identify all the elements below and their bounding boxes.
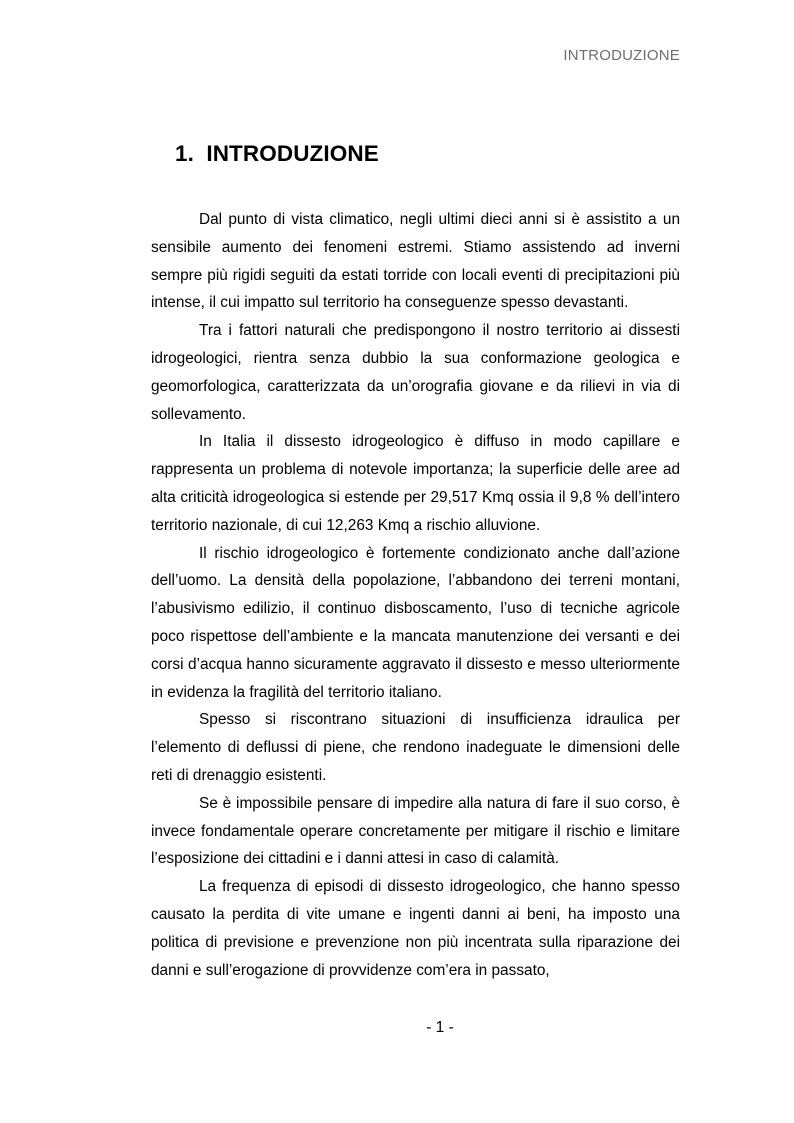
paragraph: Se è impossibile pensare di impedire alla natura di fare il suo corso, è invece fondamentale operare concretamente per mitigare il rischio e limitare l’esposizione dei cittadini e i danni attesi in caso di calamità. <box>151 794 680 868</box>
paragraph: Dal punto di vista climatico, negli ultimi dieci anni si è assistito a un sensibile aumento dei fenomeni estremi. Stiamo assistendo ad inverni sempre più rigidi seguiti da estati torride con locali eventi di precipitazioni più intense, il cui impatto sul territorio ha conseguenze spesso devastanti. <box>151 211 680 312</box>
page-number: - 1 - <box>426 1019 454 1036</box>
paragraph: Tra i fattori naturali che predispongono il nostro territorio ai dissesti idrogeologici, rientra senza dubbio la sua conformazione geologica e geomorfologica, caratterizzata da un’orografia giovane e da rilievi in via di sollevamento. <box>151 322 680 423</box>
paragraph: Spesso si riscontrano situazioni di insufficienza idraulica per l’elemento di deflussi di piene, che rendono inadeguate le dimensioni delle reti di drenaggio esistenti. <box>151 711 680 784</box>
chapter-number: 1. <box>175 141 194 166</box>
paragraph: In Italia il dissesto idrogeologico è diffuso in modo capillare e rappresenta un problema di notevole importanza; la superficie delle aree ad alta criticità idrogeologica si estende per 29,517 Kmq ossia il 9,8 % dell’intero territorio nazionale, di cui 12,263 Kmq a rischio alluvione. <box>151 433 680 534</box>
paragraph: La frequenza di episodi di dissesto idrogeologico, che hanno spesso causato la perdita di vite umane e ingenti danni ai beni, ha imposto una politica di previsione e prevenzione non più incentrata sulla riparazione dei danni e sull’erogazione di provvidenze com’era in passato, <box>151 878 680 979</box>
chapter-title-text: INTRODUZIONE <box>206 141 379 166</box>
paragraph: Il rischio idrogeologico è fortemente condizionato anche dall’azione dell’uomo. La densità della popolazione, l’abbandono dei terreni montani, l’abusivismo edilizio, il continuo disboscamento, l’uso di tecniche agricole poco rispettose dell’ambiente e la mancata manutenzione dei versanti e dei corsi d’acqua hanno sicuramente aggravato il dissesto e messo ulteriormente in evidenza la fragilità del territorio italiano. <box>151 544 680 701</box>
chapter-title <box>175 141 379 167</box>
running-header: INTRODUZIONE <box>563 47 680 64</box>
body-text <box>151 206 680 984</box>
